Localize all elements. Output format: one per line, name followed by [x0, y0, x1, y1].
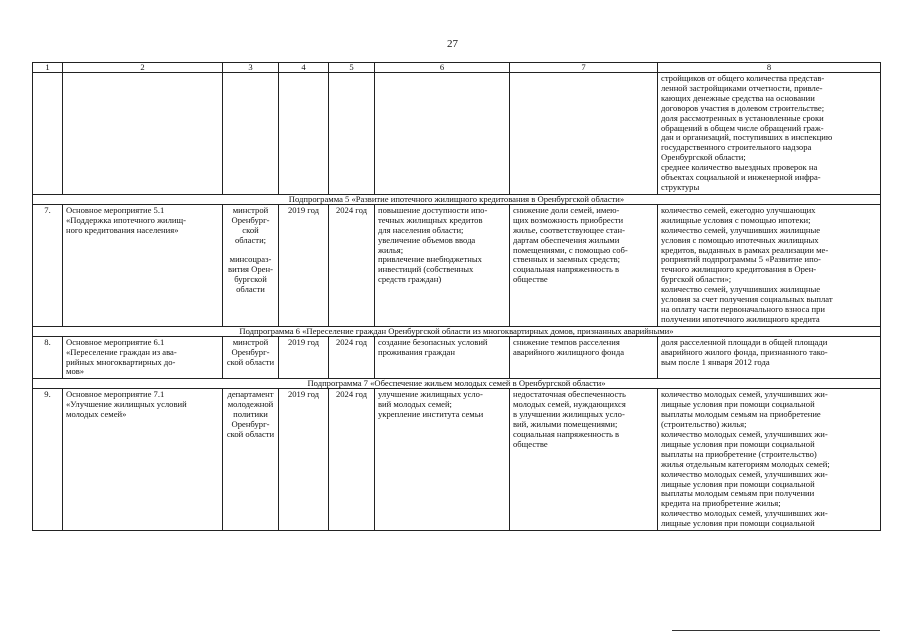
- consequences: недостаточная обеспеченность молодых семей, нуждающихся в улучшении жилищных усло- вий, жилыми помещениями; социальная напряженность в обществе: [510, 389, 658, 531]
- measure-name: Основное мероприятие 6.1 «Переселение граждан из ава- рийных многоквартирных до- мов»: [63, 336, 223, 379]
- header-col-1: 1: [33, 63, 63, 73]
- measure-name: Основное мероприятие 7.1 «Улучшение жилищных условий молодых семей»: [63, 389, 223, 531]
- header-col-5: 5: [329, 63, 375, 73]
- cell: [510, 73, 658, 195]
- header-col-4: 4: [279, 63, 329, 73]
- subprogram-6-title: Подпрограмма 6 «Переселение граждан Оренбургской области из многоквартирных домов, признанных аварийными»: [33, 326, 881, 336]
- indicators-cell: количество молодых семей, улучшивших жи- лищные условия при помощи социальной выплаты молодым семьям на приобретение (строительство) жилья; количество молодых семей, улучшивших жи- лищные условия при помощи социальной выплаты на приобретение (строительство) жилья отдельным категориям молодых семей; количество молодых семей, улучшивших жи- лищные условия при помощи социальной выплаты молодым семьям при получении кредита на приобретение жилья; количество молодых семей, улучшивших жи- лищные условия при помощи социальной: [658, 389, 881, 531]
- footer-rule: [672, 630, 880, 631]
- indicators-cell: количество семей, ежегодно улучшающих жилищные условия с помощью ипотеки; количество семей, улучшивших жилищные условия с помощью ипотечных жилищных кредитов, выданных в рамках реализации ме- роприятий подпрограммы 5 «Развитие ипо- течного жилищного кредитования в Орен- бургской области»; количество семей, улучшивших жилищные условия за счет получения социальных выплат на оплату части первоначального взноса при получении ипотечного жилищного кредита: [658, 204, 881, 326]
- table-row-9: [33, 389, 881, 531]
- header-col-8: 8: [658, 63, 881, 73]
- start-year: 2019 год: [279, 204, 329, 326]
- header-row: [33, 63, 881, 73]
- table-row-8: [33, 336, 881, 379]
- subprogram-5-title: Подпрограмма 5 «Развитие ипотечного жилищного кредитования в Оренбургской области»: [33, 194, 881, 204]
- measure-name: Основное мероприятие 5.1 «Поддержка ипотечного жилищ- ного кредитования населения»: [63, 204, 223, 326]
- end-year: 2024 год: [329, 336, 375, 379]
- cell: [329, 73, 375, 195]
- header-col-2: 2: [63, 63, 223, 73]
- start-year: 2019 год: [279, 389, 329, 531]
- subprogram-6-row: [33, 326, 881, 336]
- row-number: 9.: [33, 389, 63, 531]
- measures-table: [32, 62, 881, 531]
- subprogram-7-title: Подпрограмма 7 «Обеспечение жильем молодых семей в Оренбургской области»: [33, 379, 881, 389]
- page-number: 27: [447, 38, 458, 50]
- cell: [279, 73, 329, 195]
- consequences: снижение доли семей, имею- щих возможность приобрести жилье, соответствующее стан- дартам обеспечения жилыми помещениями, с помощью соб- ственных и заемных средств; социальная напряженность в обществе: [510, 204, 658, 326]
- executor: минстрой Оренбург- ской области; минсоцраз- вития Орен- бургской области: [223, 204, 279, 326]
- expected-result: создание безопасных условий проживания граждан: [375, 336, 510, 379]
- subprogram-5-row: [33, 194, 881, 204]
- indicators-cell: доля расселенной площади в общей площади аварийного жилого фонда, признанного тако- вым после 1 января 2012 года: [658, 336, 881, 379]
- header-col-3: 3: [223, 63, 279, 73]
- expected-result: улучшение жилищных усло- вий молодых семей; укрепление института семьи: [375, 389, 510, 531]
- table-row-7: [33, 204, 881, 326]
- indicators-cell: стройщиков от общего количества представ- ленной застройщиками отчетности, привле- кающих денежные средства на основании договоров участия в долевом строительстве; доля рассмотренных в установленные сроки обращений в общем числе обращений граж- дан и организаций, поступивших в инспекцию государственного строительного надзора Оренбургской области; среднее количество выездных проверок на объектах социальной и инженерной инфра- структуры: [658, 73, 881, 195]
- row-number: 7.: [33, 204, 63, 326]
- end-year: 2024 год: [329, 389, 375, 531]
- header-col-7: 7: [510, 63, 658, 73]
- expected-result: повышение доступности ипо- течных жилищных кредитов для населения области; увеличение объемов ввода жилья; привлечение внебюджетных инвестиций (собственных средств граждан): [375, 204, 510, 326]
- cell: [375, 73, 510, 195]
- row-number: 8.: [33, 336, 63, 379]
- end-year: 2024 год: [329, 204, 375, 326]
- start-year: 2019 год: [279, 336, 329, 379]
- executor: департамент молодежной политики Оренбург- ской области: [223, 389, 279, 531]
- table-row-continuation: [33, 73, 881, 195]
- header-col-6: 6: [375, 63, 510, 73]
- cell: [63, 73, 223, 195]
- cell: [223, 73, 279, 195]
- subprogram-7-row: [33, 379, 881, 389]
- executor: минстрой Оренбург- ской области: [223, 336, 279, 379]
- cell: [33, 73, 63, 195]
- consequences: снижение темпов расселения аварийного жилищного фонда: [510, 336, 658, 379]
